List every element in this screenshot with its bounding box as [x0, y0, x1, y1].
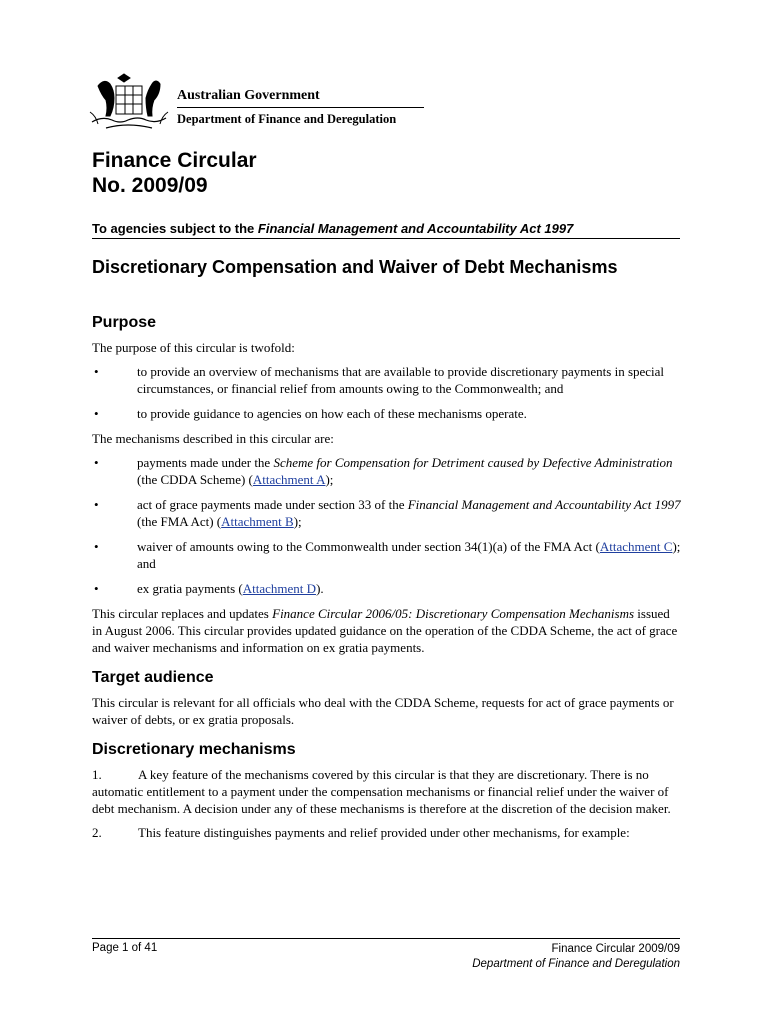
- attachment-c-link[interactable]: Attachment C: [599, 539, 673, 554]
- document-title: Discretionary Compensation and Waiver of Debt Mechanisms: [92, 257, 618, 277]
- mechanism-4-text: ).: [316, 581, 324, 596]
- audience-prefix: To agencies subject to the: [92, 221, 258, 236]
- list-item: [92, 405, 682, 422]
- paragraph-number: 1.: [92, 767, 102, 782]
- list-item: [92, 454, 682, 488]
- mechanism-2-text: (the FMA Act) (: [137, 514, 222, 529]
- bullet-glyph: •: [94, 581, 99, 596]
- audience-act: Financial Management and Accountability Act 1997: [257, 221, 574, 236]
- purpose-intro: The purpose of this circular is twofold:: [92, 340, 295, 355]
- paragraph-text: This feature distinguishes payments and relief provided under other mechanisms, for example:: [138, 825, 630, 840]
- mechanism-1-text: payments made under the: [137, 455, 274, 470]
- mechanisms-intro: The mechanisms described in this circular are:: [92, 431, 334, 446]
- replaces-text: issued in August 2006. This circular provides updated guidance on the operation of the CDDA Scheme, the act of grace and waiver mechanisms and information on ex gratia payments.: [92, 606, 678, 655]
- bullet-glyph: •: [94, 539, 99, 554]
- attachment-b-link[interactable]: Attachment B: [221, 514, 294, 529]
- attachment-a-link[interactable]: Attachment A: [252, 472, 326, 487]
- attachment-d-link[interactable]: Attachment D: [242, 581, 317, 596]
- mechanism-2-text: act of grace payments made under section 33 of the: [137, 497, 408, 512]
- numbered-paragraph-2: [92, 824, 682, 841]
- paragraph-number: 2.: [92, 825, 102, 840]
- mechanism-2-act: Financial Management and Accountability Act 1997: [407, 497, 681, 512]
- mechanism-1-text: );: [325, 472, 334, 487]
- circular-title: [92, 148, 257, 198]
- mechanism-1-scheme: Scheme for Compensation for Detriment caused by Defective Administration: [273, 455, 673, 470]
- page-number: Page 1 of 41: [92, 942, 158, 954]
- replaced-circular-title: Finance Circular 2006/05: Discretionary Compensation Mechanisms: [272, 606, 635, 621]
- list-item: [92, 363, 682, 397]
- bullet-glyph: •: [94, 364, 99, 379]
- bullet-glyph: •: [94, 406, 99, 421]
- purpose-list: [92, 363, 682, 422]
- body-content: [92, 313, 682, 848]
- department-name: Department of Finance and Deregulation: [177, 112, 397, 126]
- mechanism-4-text: ex gratia payments (: [137, 581, 243, 596]
- bullet-glyph: •: [94, 497, 99, 512]
- target-audience-heading: Target audience: [92, 669, 214, 686]
- audience-line: [92, 221, 680, 239]
- list-item: [92, 580, 682, 597]
- list-item: [92, 496, 682, 530]
- footer-department: Department of Finance and Deregulation: [472, 958, 680, 970]
- bullet-glyph: •: [94, 455, 99, 470]
- purpose-bullet-1: to provide an overview of mechanisms that are available to provide discretionary payments in special circumstances, or financial relief from amounts owing to the Commonwealth; and: [137, 364, 665, 396]
- header-divider: [177, 107, 424, 108]
- replaces-text: This circular replaces and updates: [92, 606, 273, 621]
- mechanism-2-text: );: [293, 514, 302, 529]
- purpose-heading: Purpose: [92, 314, 157, 331]
- mechanism-3-text: ); and: [137, 539, 681, 571]
- mechanisms-list: [92, 454, 682, 597]
- replaces-paragraph: [92, 605, 682, 656]
- footer-divider: [92, 938, 680, 939]
- mechanism-3-text: waiver of amounts owing to the Commonwealth under section 34(1)(a) of the FMA Act (: [137, 539, 600, 554]
- footer-circular: Finance Circular 2009/09: [551, 943, 680, 955]
- mechanism-1-text: (the CDDA Scheme) (: [137, 472, 253, 487]
- government-name: Australian Government: [177, 88, 320, 103]
- circular-title-line1: Finance Circular: [92, 149, 257, 172]
- footer-info: [472, 942, 680, 972]
- target-audience-text: This circular is relevant for all officials who deal with the CDDA Scheme, requests for act of grace payments or waiver of debts, or ex gratia proposals.: [92, 695, 674, 727]
- coat-of-arms-icon: [88, 72, 170, 132]
- circular-number: No. 2009/09: [92, 174, 208, 197]
- list-item: [92, 538, 682, 572]
- purpose-bullet-2: to provide guidance to agencies on how each of these mechanisms operate.: [137, 406, 527, 421]
- paragraph-text: A key feature of the mechanisms covered by this circular is that they are discretionary. There is no automatic entitlement to a payment under the compensation mechanisms or financial relief under the waiver of debt mechanism. A decision under any of these mechanisms is therefore at the discretion of the decision maker.: [92, 767, 671, 816]
- numbered-paragraph-1: [92, 766, 682, 817]
- discretionary-heading: Discretionary mechanisms: [92, 741, 296, 758]
